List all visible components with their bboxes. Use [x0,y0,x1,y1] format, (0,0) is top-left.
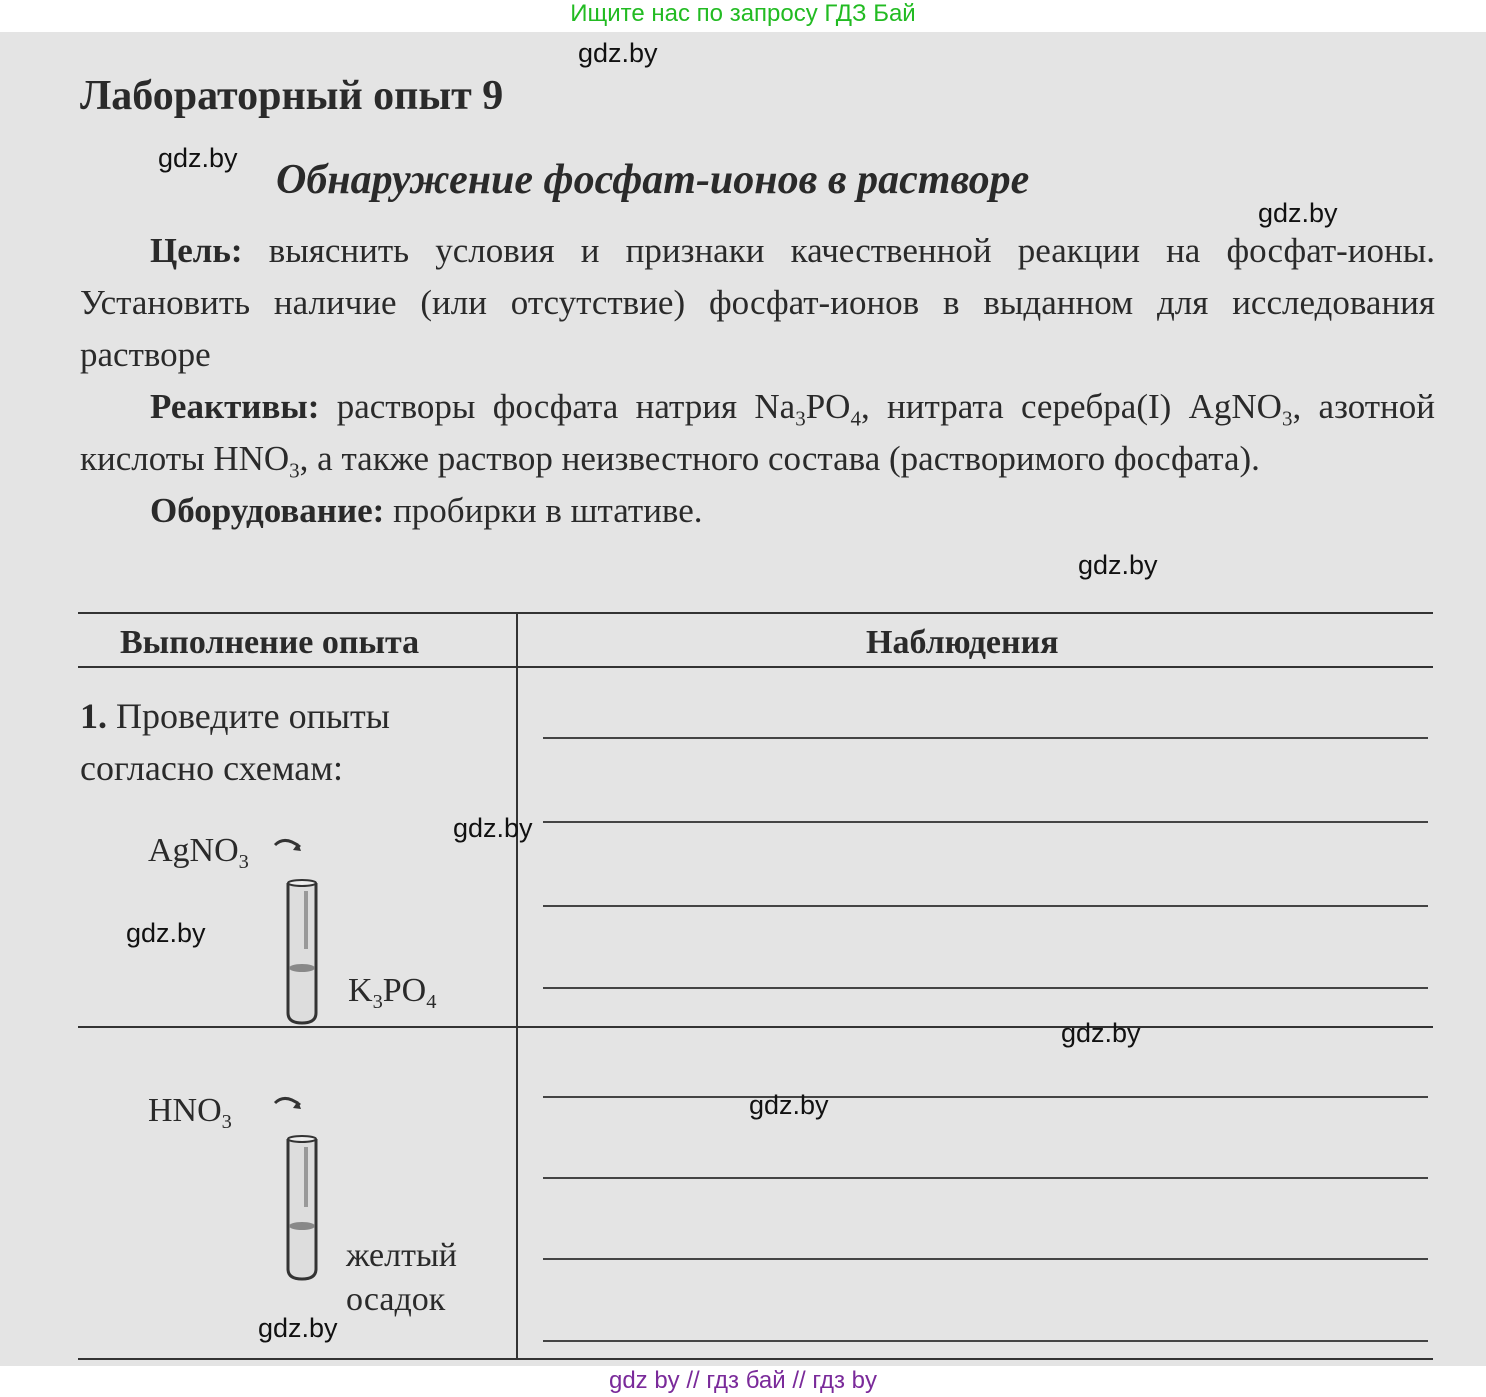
watermark: gdz.by [1258,198,1338,228]
equipment-label: Оборудование: [150,491,385,530]
subscript: 3 [795,406,806,431]
subscript: 3 [1281,406,1293,431]
experiment-description [80,225,1435,537]
step-number: 1. [80,696,107,736]
step-text: Проведите опыты [116,696,390,736]
answer-line[interactable] [543,821,1428,823]
subscript: 4 [426,991,437,1014]
table-column-divider [516,612,518,1360]
watermark: gdz.by [258,1313,338,1343]
header-observations: Наблюдения [866,624,1059,661]
watermark: gdz.by [453,813,533,843]
reagent-agno3 [148,832,249,874]
answer-line[interactable] [543,1177,1428,1179]
step-1 [80,690,390,794]
watermark: gdz.by [578,38,658,68]
step-text: согласно схемам: [80,748,343,788]
answer-line[interactable] [543,905,1428,907]
watermark: gdz.by [749,1090,829,1120]
footer-links[interactable]: gdz by // гдз бай // гдз by [608,1367,878,1394]
answer-line[interactable] [543,1340,1428,1342]
subscript: 3 [238,851,249,874]
reagent-hno3 [148,1092,232,1134]
answer-line[interactable] [543,1096,1428,1098]
reagents-paragraph [80,381,1435,485]
formula: HNO [148,1092,222,1129]
result-label [346,1234,457,1322]
subscript: 3 [221,1111,232,1134]
page-title: Лабораторный опыт 9 [80,73,504,119]
page-subtitle: Обнаружение фосфат-ионов в растворе [276,157,1030,203]
watermark: gdz.by [126,918,206,948]
watermark: gdz.by [158,143,238,173]
goal-label: Цель: [150,231,243,270]
reagents-text: , азотной кислоты HNO [80,387,1436,478]
answer-line[interactable] [543,737,1428,739]
reagents-text: растворы фосфата натрия Na [319,387,796,426]
formula: K [348,972,373,1009]
watermark: gdz.by [1078,550,1158,580]
subscript: 3 [289,458,300,483]
table-top-border [78,612,1433,614]
watermark: gdz.by [1061,1018,1141,1048]
subscript: 3 [372,991,383,1014]
table-header-border [78,666,1433,668]
formula: PO [382,972,427,1009]
goal-text: выяснить условия и признаки качественной реакции на фосфат-ионы. Установить наличие (или отсутствие) фосфат-ионов в выданном для исследования растворе [80,231,1435,374]
test-tube-icon [265,835,325,1030]
equipment-text: пробирки в штативе. [384,491,703,530]
reagents-text: PO [805,387,851,426]
table-bottom-border [78,1358,1433,1360]
subscript: 4 [850,406,861,431]
test-tube-icon [265,1093,325,1288]
reagents-label: Реактивы: [150,387,320,426]
header-procedure: Выполнение опыта [120,624,420,661]
formula: AgNO [148,832,239,869]
equipment-paragraph [80,485,1435,537]
answer-line[interactable] [543,1258,1428,1260]
result-text: желтый [346,1237,457,1274]
solution-k3po4 [348,972,437,1014]
result-text: осадок [346,1281,446,1318]
goal-paragraph [80,225,1435,381]
reagents-text: , а также раствор неизвестного состава (растворимого фосфата). [299,439,1260,478]
search-banner[interactable]: Ищите нас по запросу ГДЗ Бай [570,0,916,27]
answer-line[interactable] [543,987,1428,989]
reagents-text: , нитрата серебра(I) AgNO [860,387,1282,426]
